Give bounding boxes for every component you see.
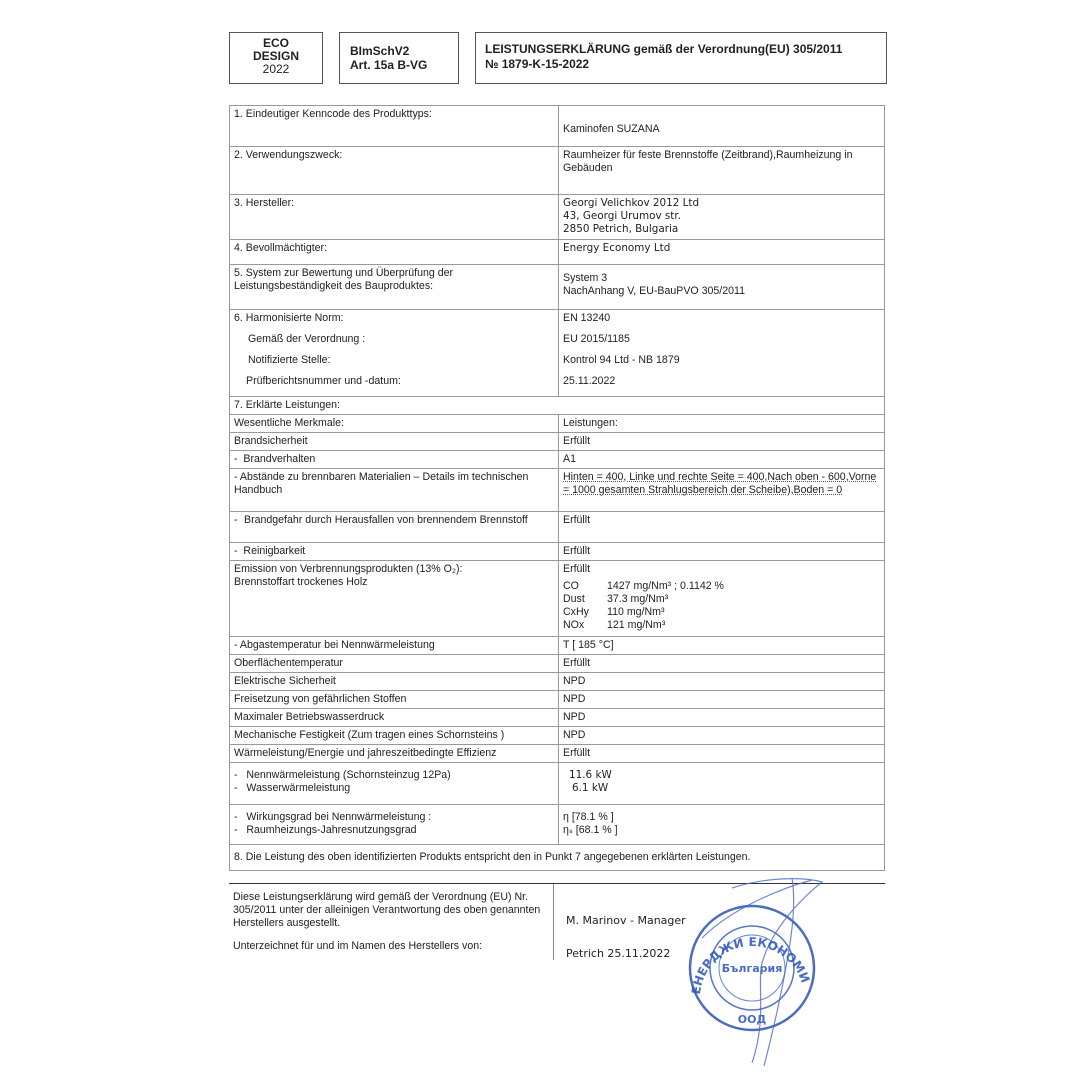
row-label: Freisetzung von gefährlichen Stoffen [230,691,559,709]
declaration-title: LEISTUNGSERKLÄRUNG gemäß der Verordnung(EU) 305/2011 [485,42,843,56]
place-and-date: Petrich 25.11.2022 [566,947,671,960]
annex-line: NachAnhang V, EU-BauPVO 305/2011 [563,285,745,297]
table-row [230,709,885,727]
norm-value: EN 13240 [563,312,611,324]
emission-status: Erfüllt [563,563,591,575]
table-row [230,106,885,147]
row-value: Erfüllt [559,745,885,763]
co-key: CO [563,580,579,592]
co-line [563,580,880,593]
table-row [230,561,885,637]
row-label: 5. System zur Bewertung und Überprüfung der Leistungsbeständigkeit des Bauproduktes: [230,265,559,310]
row-value: Raumheizer für feste Brennstoffe (Zeitbrand),Raumheizung in Gebäuden [559,147,885,195]
design-label: DESIGN [252,49,299,63]
system-line: System 3 [563,272,608,284]
table-row [230,397,885,415]
fuel-type-label: Brennstoffart trockenes Holz [234,576,368,588]
brandverhalten-label: Brandverhalten [243,453,316,465]
nox-key: NOx [563,619,585,631]
nominal-output-label: - Nennwärmeleistung (Schornsteinzug 12Pa) [234,769,451,781]
seasonal-efficiency-value: ηₛ [68.1 % ] [563,824,618,836]
table-row [230,415,885,433]
eco-label: ECO [262,36,289,50]
table-row [230,691,885,709]
nox-value: 121 mg/Nm³ [607,619,666,631]
table-row [230,265,885,310]
row-value: NPD [559,691,885,709]
row-value [559,265,885,310]
row-label: Mechanische Festigkeit (Zum tragen eines Schornsteins ) [230,727,559,745]
conformity-statement: 8. Die Leistung des oben identifizierten Produkts entspricht den in Punkt 7 angegebenen erklärten Leistungen. [230,845,885,871]
performance-table [229,105,885,871]
table-row [230,195,885,240]
row-label: - Brandverhalten [230,451,559,469]
table-row [230,655,885,673]
ecodesign-box [229,32,323,84]
section-title: 7. Erklärte Leistungen: [230,397,885,415]
table-row [230,433,885,451]
water-output-text: Wasserwärmeleistung [246,782,351,794]
row-value: Leistungen: [559,415,885,433]
table-row [230,673,885,691]
row-label: Brandsicherheit [230,433,559,451]
seasonal-efficiency-label: - Raumheizungs-Jahresnutzungsgrad [234,824,417,836]
cxhy-line [563,606,880,619]
table-row [230,763,885,805]
efficiency-text: Wirkungsgrad bei Nennwärmeleistung : [246,811,432,823]
dust-key: Dust [563,593,585,605]
seasonal-efficiency-text: Raumheizungs-Jahresnutzungsgrad [246,824,417,836]
efficiency-value: η [78.1 % ] [563,811,614,823]
bimschv-box [339,32,459,84]
row-value: Energy Economy Ltd [559,240,885,265]
manufacturer-address [559,195,885,240]
row-label: 1. Eindeutiger Kenncode des Produkttyps: [230,106,559,147]
svg-text:ООД: ООД [737,1013,767,1026]
row-value: Erfüllt [559,543,885,561]
reinigbarkeit-label: Reinigbarkeit [243,545,306,557]
row-value: Erfüllt [559,655,885,673]
regulation-value: EU 2015/1185 [563,333,630,345]
row-label: - Reinigbarkeit [230,543,559,561]
row-label: - Abstände zu brennbaren Materialien – Details im technischen Handbuch [230,469,559,512]
bvg-label: Art. 15a B-VG [350,58,428,72]
regulation-label: Gemäß der Verordnung : [248,333,366,345]
nox-line [563,619,880,632]
row-label: 6. Harmonisierte Norm: [234,312,344,324]
nominal-output-value: 11.6 kW [569,769,612,781]
signatory: M. Marinov - Manager [566,914,686,927]
norm-values [559,310,885,397]
row-value: Hinten = 400, Linke und rechte Seite = 400,Nach oben - 600,Vorne = 1000 gesamten Strahlugsbereich der Scheibe),Boden = 0 [559,469,885,512]
row-value: NPD [559,727,885,745]
row-label: Maximaler Betriebswasserdruck [230,709,559,727]
table-row [230,512,885,543]
responsibility-statement [233,891,543,953]
table-row [230,845,885,871]
row-label: 3. Hersteller: [230,195,559,240]
output-labels [230,763,559,805]
svg-text:ЕНЕРДЖИ ЕКОНОМИ: ЕНЕРДЖИ ЕКОНОМИ [689,934,813,996]
water-output-value: 6.1 kW [572,782,609,794]
row-value: Erfüllt [559,512,885,543]
norm-labels [230,310,559,397]
row-label: 2. Verwendungszweck: [230,147,559,195]
cxhy-key: CxHy [563,606,589,618]
notified-body-label: Notifizierte Stelle: [248,354,331,366]
statement-text: Diese Leistungserklärung wird gemäß der Verordnung (EU) Nr. 305/2011 unter der alleinigen Verantwortung des oben genannten Herstellers ausgestellt. [233,891,541,929]
test-report-date: 25.11.2022 [563,375,616,387]
row-value: A1 [559,451,885,469]
table-row [230,727,885,745]
cxhy-value: 110 mg/Nm³ [607,606,665,618]
efficiency-label: - Wirkungsgrad bei Nennwärmeleistung : [234,811,432,823]
row-label: 4. Bevollmächtigter: [230,240,559,265]
svg-text:България: България [721,962,783,975]
notified-body-value: Kontrol 94 Ltd - NB 1879 [563,354,680,366]
table-row [230,637,885,655]
company-stamp [672,868,832,1068]
manufacturer-street: 43, Georgi Urumov str. [563,210,682,222]
dust-value: 37.3 mg/Nm³ [607,593,669,605]
table-row [230,240,885,265]
row-value: Erfüllt [559,433,885,451]
row-label: Wesentliche Merkmale: [230,415,559,433]
row-label: - Brandgefahr durch Herausfallen von brennendem Brennstoff [230,512,559,543]
nominal-output-text: Nennwärmeleistung (Schornsteinzug 12Pa) [246,769,451,781]
table-row [230,805,885,845]
row-value: NPD [559,709,885,727]
table-row [230,469,885,512]
declaration-number: № 1879-K-15-2022 [485,57,590,71]
table-row [230,147,885,195]
row-label: - Abgastemperatur bei Nennwärmeleistung [230,637,559,655]
table-row [230,451,885,469]
row-value: Kaminofen SUZANA [559,106,885,147]
output-values [559,763,885,805]
table-row [230,745,885,763]
emission-labels [230,561,559,637]
dust-line [563,593,880,606]
brandgefahr-label: Brandgefahr durch Herausfallen von brennendem Brennstoff [244,514,528,526]
test-report-label: Prüfberichtsnummer und -datum: [246,375,401,387]
manufacturer-city: 2850 Petrich, Bulgaria [563,223,679,235]
table-row [230,543,885,561]
signed-for-text: Unterzeichnet für und im Namen des Herstellers von: [233,940,483,952]
declaration-box [475,32,887,84]
row-label: Oberflächentemperatur [230,655,559,673]
row-label: Wärmeleistung/Energie und jahreszeitbedingte Effizienz [230,745,559,763]
table-row [230,310,885,397]
water-output-label: - Wasserwärmeleistung [234,782,351,794]
efficiency-values [559,805,885,845]
emission-label: Emission von Verbrennungsprodukten (13% O₂): [234,563,463,575]
signature-column-divider [553,884,554,960]
co-value: 1427 mg/Nm³ ; 0.1142 % [607,580,724,592]
bimschv-label: BImSchV2 [350,44,410,58]
row-value: T [ 185 °C] [559,637,885,655]
efficiency-labels [230,805,559,845]
eco-year: 2022 [262,62,290,76]
row-label: Elektrische Sicherheit [230,673,559,691]
manufacturer-name: Georgi Velichkov 2012 Ltd [563,197,700,209]
emission-values [559,561,885,637]
row-value: NPD [559,673,885,691]
